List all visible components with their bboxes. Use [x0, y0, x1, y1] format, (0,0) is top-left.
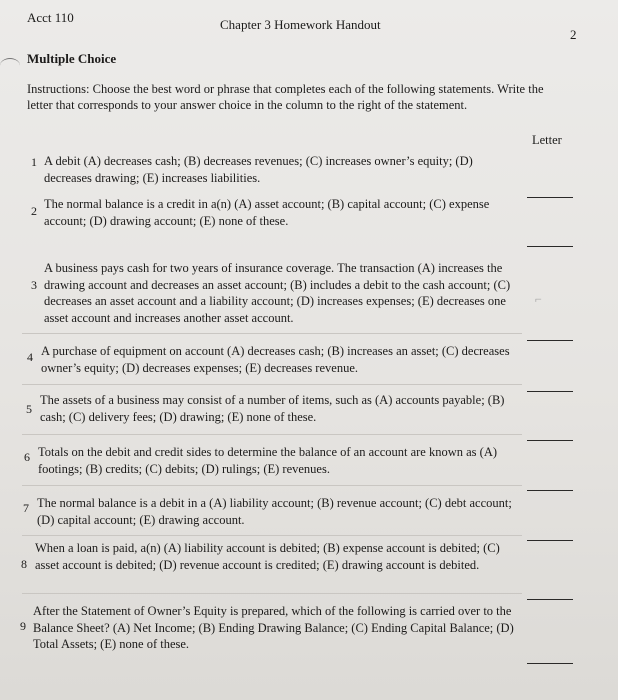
question-8-text: When a loan is paid, a(n) (A) liability account is debited; (B) expense account is debited; (C) asset account is debited; (D) revenue account is credited; (E) drawing account is debited.	[35, 541, 500, 572]
question-9-number: 9	[20, 619, 26, 633]
question-4-number: 4	[27, 350, 33, 364]
answer-line-1[interactable]	[527, 197, 573, 198]
section-heading: Multiple Choice	[27, 51, 117, 66]
question-7-number: 7	[23, 501, 29, 515]
answer-line-7[interactable]	[527, 540, 573, 541]
question-2-number: 2	[31, 204, 37, 218]
question-5-text: The assets of a business may consist of a number of items, such as (A) accounts payable; (B) cash; (C) delivery fees; (D) drawing; (E) none of these.	[40, 393, 505, 424]
instructions-text: Instructions: Choose the best word or phrase that completes each of the following statements. Write the letter that corresponds to your answer choice in the column to the right of the statement.	[27, 82, 544, 112]
course-label: Acct 110	[27, 10, 74, 25]
answer-line-3[interactable]	[527, 340, 573, 341]
question-6-number: 6	[24, 450, 30, 464]
chapter-title: Chapter 3 Homework Handout	[220, 17, 381, 32]
answer-line-4[interactable]	[527, 391, 573, 392]
separator-5	[22, 434, 522, 435]
question-3-number: 3	[31, 278, 37, 292]
answer-line-9[interactable]	[527, 663, 573, 664]
question-1-text: A debit (A) decreases cash; (B) decreases revenues; (C) increases owner’s equity; (D) decreases drawing; (E) increases liabilities.	[44, 154, 473, 185]
answer-line-6[interactable]	[527, 490, 573, 491]
question-9-text: After the Statement of Owner’s Equity is prepared, which of the following is carried over to the Balance Sheet? (A) Net Income; (B) Ending Drawing Balance; (C) Ending Capital Balance; (D) Total Assets; (E) none of these.	[33, 604, 514, 651]
answer-line-8[interactable]	[527, 599, 573, 600]
question-2-text: The normal balance is a credit in a(n) (A) asset account; (B) capital account; (C) expense account; (D) drawing account; (E) none of these.	[44, 197, 490, 228]
answer-column-header: Letter	[532, 133, 562, 147]
question-6-text: Totals on the debit and credit sides to determine the balance of an account are known as (A) footings; (B) credits; (C) debits; (D) rulings; (E) revenues.	[38, 445, 498, 476]
page-curl-mark	[0, 58, 20, 73]
separator-4	[22, 384, 522, 385]
question-7-text: The normal balance is a debit in a (A) liability account; (B) revenue account; (C) debt account; (D) capital account; (E) drawing account.	[37, 496, 512, 527]
question-4-text: A purchase of equipment on account (A) decreases cash; (B) increases an asset; (C) decreases owner’s equity; (D) decreases expenses; (E) decreases revenue.	[41, 344, 510, 375]
answer-line-2[interactable]	[527, 246, 573, 247]
question-1-number: 1	[31, 155, 37, 169]
page-number: 2	[570, 27, 577, 42]
stray-mark: ⌐	[535, 292, 542, 306]
separator-6	[22, 485, 522, 486]
answer-line-5[interactable]	[527, 440, 573, 441]
question-5-number: 5	[26, 402, 32, 416]
separator-7	[22, 535, 522, 536]
question-3-text: A business pays cash for two years of insurance coverage. The transaction (A) increases the drawing account and decreases an asset account; (B) includes a debit to the cash account; (C) decreases an asset account and a liability account; (D) increases expenses; (E) decreases one asset account and increases another asset account.	[44, 261, 511, 325]
separator-3	[22, 333, 522, 334]
question-8-number: 8	[21, 557, 27, 571]
separator-8	[22, 593, 522, 594]
